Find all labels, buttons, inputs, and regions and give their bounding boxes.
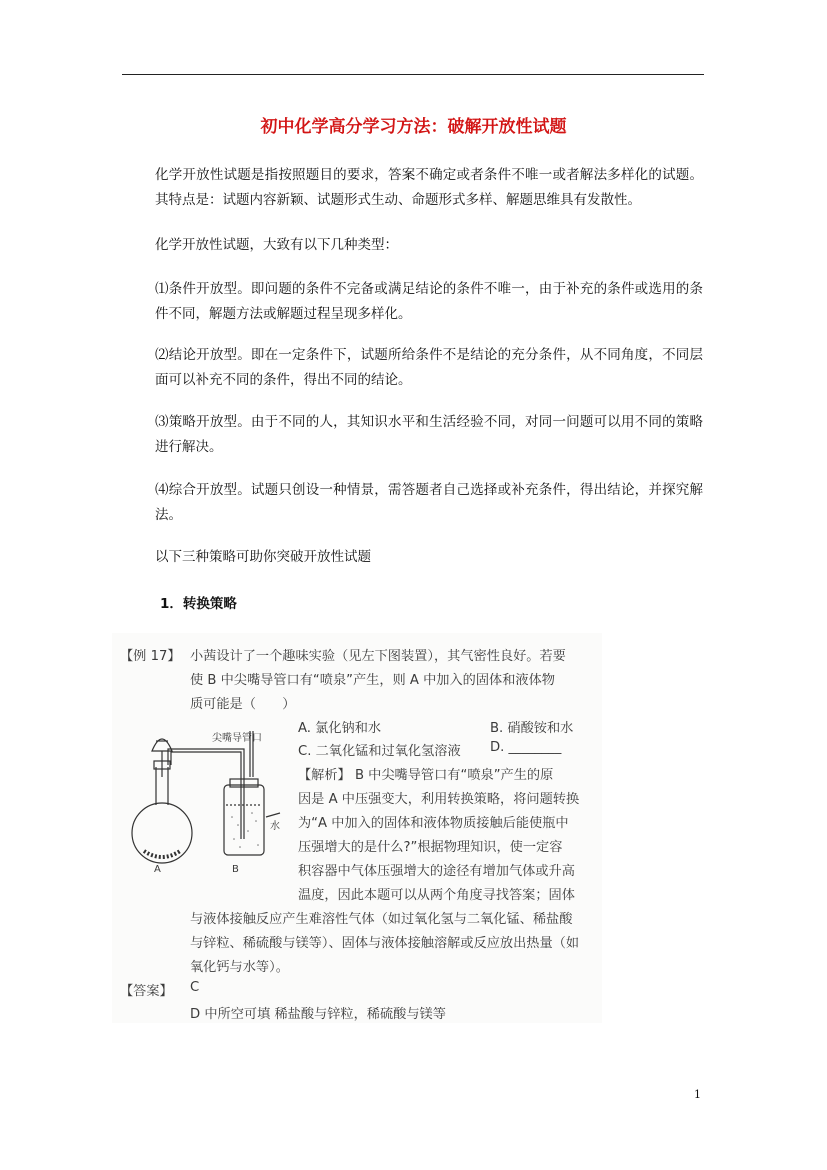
water-label: 水 [270,821,280,832]
question-line: 质可能是（ ） [190,697,296,712]
analysis-line: 氧化钙与水等）。 [190,960,289,975]
analysis-line: 为“A 中加入的固体和液体物质接触后能使瓶中 [298,816,569,831]
paragraph-strategies [127,545,703,570]
apparatus-diagram [120,721,290,871]
example-scan [112,633,602,1023]
analysis-line: 压强增大的是什么?”根据物理知识，使一定容 [298,840,563,855]
paragraph-text: ⑷综合开放型。试题只创设一种情景，需答题者自己选择或补充条件，得出结论，并探究解法。 [155,482,703,523]
paragraph-type-1 [127,277,703,327]
analysis-line: 积容器中气体压强增大的途径有增加气体或升高 [298,864,575,879]
paragraph-type-3 [127,410,703,460]
page-title: 初中化学高分学习方法：破解开放性试题 [260,117,567,137]
answer-value: C [190,980,200,995]
paragraph-text: 化学开放性试题，大致有以下几种类型： [155,237,398,253]
paragraph-text: ⑵结论开放型。即在一定条件下，试题所给条件不是结论的充分条件，从不同角度，不同层面可以补充不同的条件，得出不同的结论。 [155,347,703,388]
answer-label: 【答案】 [120,984,173,999]
paragraph-text: ⑴条件开放型。即问题的条件不完备或满足结论的条件不唯一，由于补充的条件或选用的条件不同，解题方法或解题过程呈现多样化。 [155,281,703,322]
analysis-line: 【解析】 B 中尖嘴导管口有“喷泉”产生的原 [298,768,554,783]
option-c: C. 二氧化锰和过氧化氢溶液 [298,744,461,759]
nozzle-label: 尖嘴导管口 [212,733,262,744]
paragraph-types [127,233,703,258]
option-a: A. 氯化钠和水 [298,721,382,736]
paragraph-text: ⑶策略开放型。由于不同的人，其知识水平和生活经验不同，对同一问题可以用不同的策略进行解决。 [155,414,703,455]
analysis-line: 与锌粒、稀硫酸与镁等）、固体与液体接触溶解或反应放出热量（如 [190,936,580,951]
answer-d-note: D 中所空可填 稀盐酸与锌粒，稀硫酸与镁等 [190,1007,446,1022]
option-d: D. ________ [490,740,562,755]
section-heading: 1．转换策略 [160,596,237,612]
example-label: 【例 17】 [120,649,181,664]
flask-a-label: A [154,864,161,875]
page-number: 1 [694,1088,701,1101]
option-b: B. 硝酸铵和水 [490,721,574,736]
header-rule [122,74,704,75]
paragraph-intro [127,163,703,213]
question-line: 小茜设计了一个趣味实验（见左下图装置），其气密性良好。若要 [190,649,566,664]
paragraph-type-2 [127,343,703,393]
analysis-line: 因是 A 中压强变大，利用转换策略，将问题转换 [298,792,580,807]
paragraph-text: 化学开放性试题是指按照题目的要求，答案不确定或者条件不唯一或者解法多样化的试题。其特点是：试题内容新颖、试题形式生动、命题形式多样、解题思维具有发散性。 [155,167,703,208]
paragraph-type-4 [127,478,703,528]
question-line: 使 B 中尖嘴导管口有“喷泉”产生，则 A 中加入的固体和液体物 [190,673,555,688]
bottle-b-label: B [232,864,239,875]
analysis-line: 温度，因此本题可以从两个角度寻找答案；固体 [298,888,575,903]
analysis-line: 与液体接触反应产生难溶性气体（如过氧化氢与二氧化锰、稀盐酸 [190,912,573,927]
paragraph-text: 以下三种策略可助你突破开放性试题 [155,549,371,565]
